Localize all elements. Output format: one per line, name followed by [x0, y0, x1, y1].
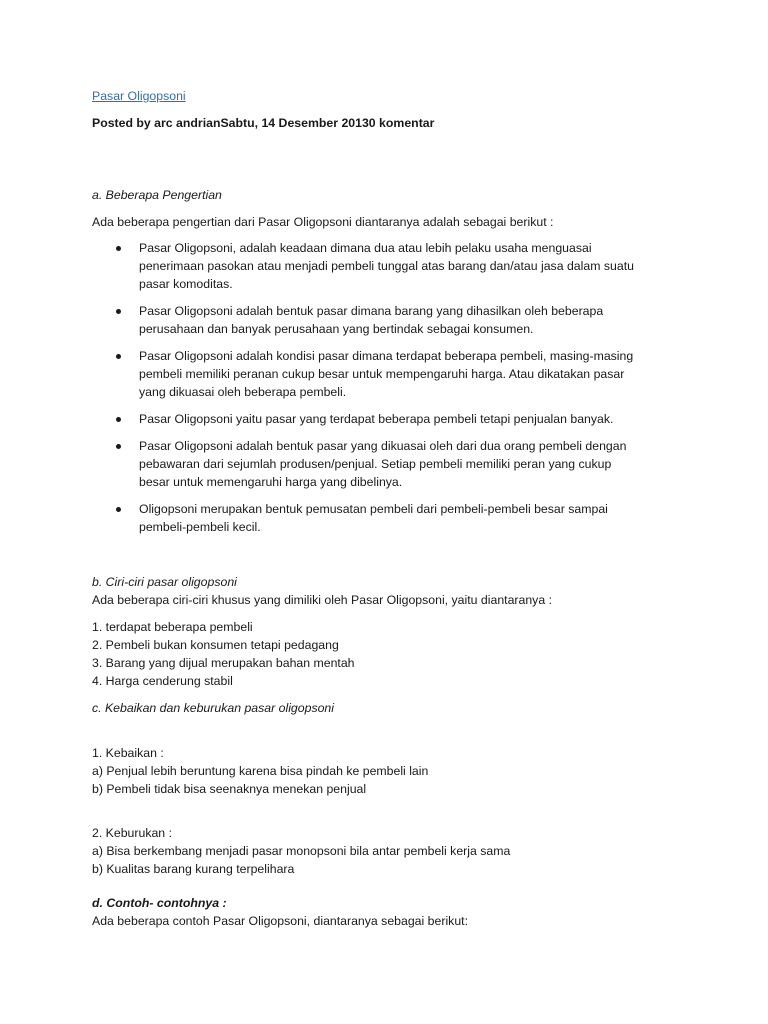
kebaikan-item: b) Pembeli tidak bisa seenaknya menekan penjual [92, 782, 367, 796]
kebaikan-heading: 1. Kebaikan : [92, 746, 164, 760]
keburukan-item: a) Bisa berkembang menjadi pasar monopsoni bila antar pembeli kerja sama [92, 844, 511, 858]
list-item [92, 410, 692, 428]
list-item-line: pasar komoditas. [139, 277, 233, 291]
bullet-icon [116, 417, 121, 422]
list-item-line: yang dikuasai oleh beberapa pembeli. [139, 385, 347, 399]
section-b-item: 3. Barang yang dijual merupakan bahan mentah [92, 656, 355, 670]
section-a-heading: a. Beberapa Pengertian [92, 188, 222, 202]
list-item-line: pembeli memiliki peranan cukup besar untuk mempengaruhi harga. Atau dikatakan pasar [139, 367, 625, 381]
list-item-line: besar untuk memengaruhi harga yang dibelinya. [139, 475, 403, 489]
bullet-icon [116, 354, 121, 359]
section-a-intro: Ada beberapa pengertian dari Pasar Oligopsoni diantaranya adalah sebagai berikut : [92, 215, 554, 229]
section-d-heading: d. Contoh- contohnya : [92, 896, 227, 910]
list-item [92, 500, 692, 536]
post-meta: Posted by arc andrianSabtu, 14 Desember 20130 komentar [92, 116, 435, 130]
section-b-item: 4. Harga cenderung stabil [92, 674, 233, 688]
bullet-icon [116, 309, 121, 314]
section-b-item: 2. Pembeli bukan konsumen tetapi pedagang [92, 638, 339, 652]
list-item-line: Pasar Oligopsoni adalah bentuk pasar yang dikuasai oleh dari dua orang pembeli dengan [139, 439, 627, 453]
list-item-line: perusahaan dan banyak perusahaan yang bertindak sebagai konsumen. [139, 322, 534, 336]
definitions-list [92, 239, 692, 536]
list-item [92, 437, 692, 491]
list-item-line: penerimaan pasokan atau menjadi pembeli tunggal atas barang dan/atau jasa dalam suatu [139, 259, 634, 273]
keburukan-item: b) Kualitas barang kurang terpelihara [92, 862, 295, 876]
keburukan-heading: 2. Keburukan : [92, 826, 172, 840]
list-item-line: pembeli-pembeli kecil. [139, 520, 261, 534]
list-item-line: Pasar Oligopsoni, adalah keadaan dimana dua atau lebih pelaku usaha menguasai [139, 241, 592, 255]
section-b-intro: Ada beberapa ciri-ciri khusus yang dimiliki oleh Pasar Oligopsoni, yaitu diantaranya : [92, 593, 553, 607]
list-item [92, 239, 692, 293]
section-b-heading: b. Ciri-ciri pasar oligopsoni [92, 575, 237, 589]
kebaikan-item: a) Penjual lebih beruntung karena bisa pindah ke pembeli lain [92, 764, 429, 778]
list-item-line: Pasar Oligopsoni yaitu pasar yang terdapat beberapa pembeli tetapi penjualan banyak. [139, 412, 614, 426]
list-item-line: Oligopsoni merupakan bentuk pemusatan pembeli dari pembeli-pembeli besar sampai [139, 502, 608, 516]
post-title-link[interactable]: Pasar Oligopsoni [92, 89, 186, 103]
list-item [92, 302, 692, 338]
list-item-line: Pasar Oligopsoni adalah kondisi pasar dimana terdapat beberapa pembeli, masing-masing [139, 349, 634, 363]
section-d-intro: Ada beberapa contoh Pasar Oligopsoni, diantaranya sebagai berikut: [92, 914, 468, 928]
list-item [92, 347, 692, 401]
section-c-heading: c. Kebaikan dan keburukan pasar oligopsoni [92, 701, 335, 715]
bullet-icon [116, 246, 121, 251]
bullet-icon [116, 507, 121, 512]
bullet-icon [116, 444, 121, 449]
list-item-line: pebawaran dari sejumlah produsen/penjual. Setiap pembeli memiliki peran yang cukup [139, 457, 612, 471]
list-item-line: Pasar Oligopsoni adalah bentuk pasar dimana barang yang dihasilkan oleh beberapa [139, 304, 604, 318]
section-b-item: 1. terdapat beberapa pembeli [92, 620, 253, 634]
